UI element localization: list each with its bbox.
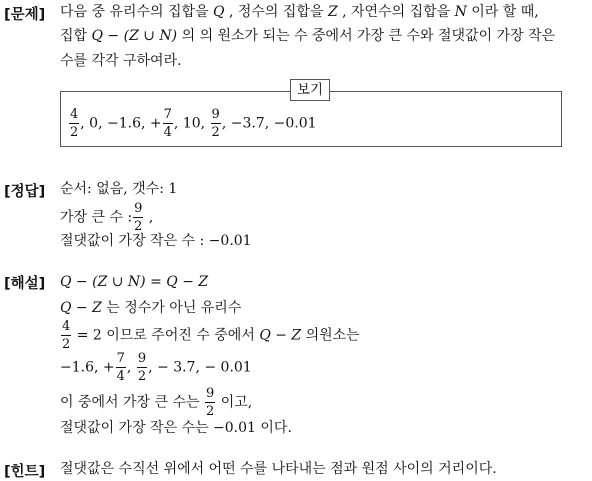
example-options: $\frac{4}{2}$ , 0, −1.6, + $\frac{7}{4}$ , 10, $\frac{9}{2}$ , −3.7, −0.01 <box>70 107 317 140</box>
example-box-tag: 보기 <box>290 79 330 101</box>
set-z-symbol: Z <box>327 4 338 20</box>
solution-line-6: 절댓값이 가장 작은 수는 −0.01 이다. <box>60 420 292 436</box>
problem-line-3: 수를 각각 구하여라. <box>60 53 182 69</box>
answer-line-3: 절댓값이 가장 작은 수 : −0.01 <box>60 233 252 249</box>
fraction-9-over-2: $\frac{9}{2}$ <box>134 201 143 234</box>
solution-line-4: −1.6, + $\frac{7}{4}$ , $\frac{9}{2}$ , − 3.7, − 0.01 <box>60 351 252 384</box>
fraction-9-over-2: $\frac{9}{2}$ <box>211 107 220 140</box>
problem-line-1: 다음 중 유리수의 집합을 Q , 정수의 집합을 Z , 자연수의 집합을 N 이라 할 때, <box>60 4 539 20</box>
fraction-4-over-2: $\frac{4}{2}$ <box>70 107 79 140</box>
fraction-7-over-4: $\frac{7}{4}$ <box>163 107 172 140</box>
answer-label: [정답] <box>4 184 46 200</box>
answer-line-1: 순서: 없음, 갯수: 1 <box>60 181 178 197</box>
set-q-symbol: Q <box>213 4 225 20</box>
solution-line-5: 이 중에서 가장 큰 수는 $\frac{9}{2}$ 이고, <box>60 386 253 419</box>
fraction-9-over-2: $\frac{9}{2}$ <box>205 386 215 419</box>
problem-label: [문제] <box>4 7 46 23</box>
fraction-4-over-2: $\frac{4}{2}$ <box>62 319 71 352</box>
solution-label: [해설] <box>4 276 46 292</box>
hint-label: [힌트] <box>4 464 46 480</box>
set-expression: Q − (Z ∪ N) <box>91 28 178 44</box>
answer-line-2: 가장 큰 수 : $\frac{9}{2}$ , <box>60 201 154 234</box>
fraction-7-over-4: $\frac{7}{4}$ <box>116 351 125 384</box>
set-n-symbol: N <box>454 4 467 20</box>
hint-text: 절댓값은 수직선 위에서 어떤 수를 나타내는 점과 원점 사이의 거리이다. <box>60 461 497 477</box>
solution-line-2: Q − Z 는 정수가 아닌 유리수 <box>60 300 242 316</box>
fraction-9-over-2: $\frac{9}{2}$ <box>137 351 147 384</box>
solution-line-3: $\frac{4}{2}$ = 2 이므로 주어진 수 중에서 Q − Z 의원소는 <box>62 319 360 352</box>
solution-line-1: Q − (Z ∪ N) = Q − Z <box>60 274 209 290</box>
problem-line-2: 집합 Q − (Z ∪ N) 의 의 원소가 되는 수 중에서 가장 큰 수와 절댓값이 가장 작은 <box>60 28 556 44</box>
